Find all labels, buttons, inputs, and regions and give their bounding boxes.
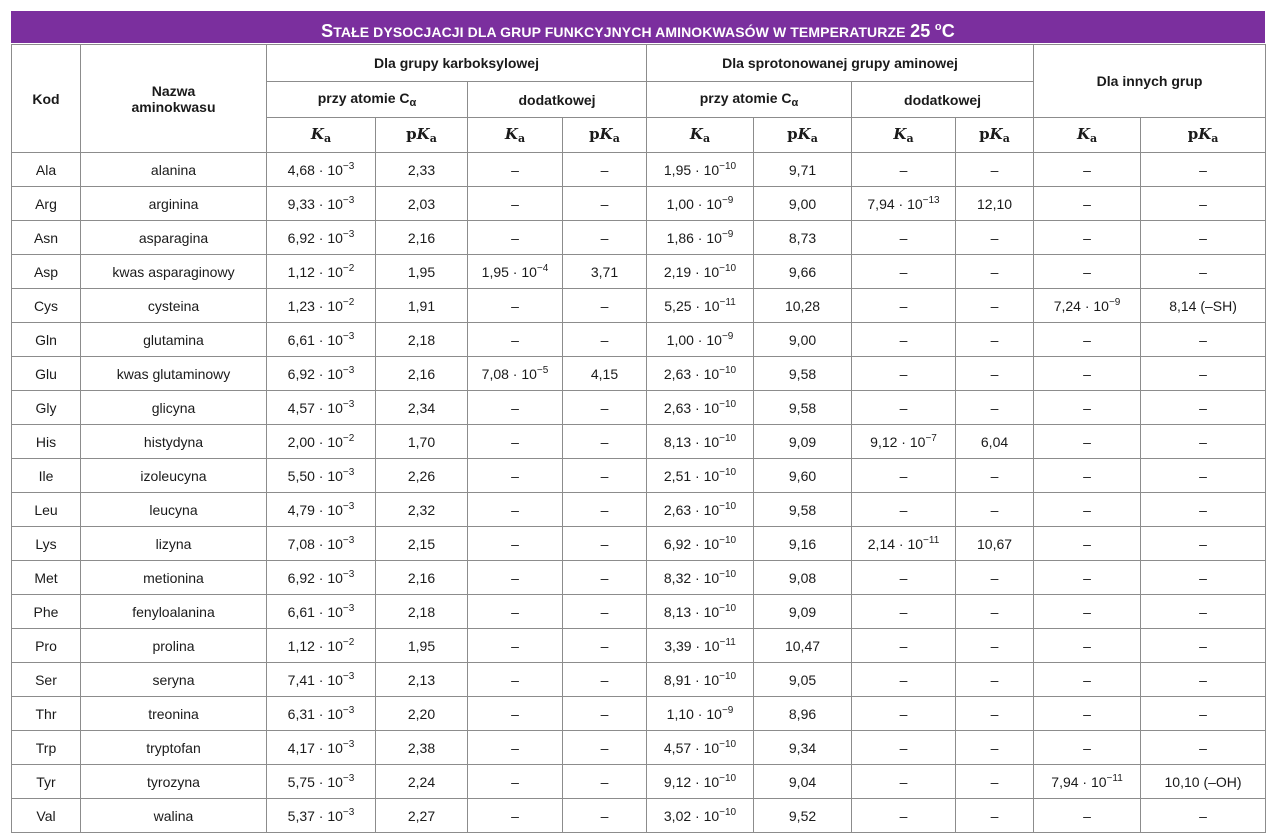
cell-carboxyl-additional-pka: – (563, 153, 647, 187)
cell-carboxyl-pka: 2,24 (376, 765, 468, 799)
cell-other-pka: – (1141, 493, 1266, 527)
cell-name: alanina (81, 153, 267, 187)
cell-carboxyl-pka: 1,95 (376, 629, 468, 663)
cell-carboxyl-additional-ka: – (468, 425, 563, 459)
cell-amino-pka: 9,52 (754, 799, 852, 833)
header-carboxyl-group: Dla grupy karboksylowej (267, 45, 647, 82)
cell-carboxyl-ka: $6,61 \cdot 10^{-3}$ (267, 323, 376, 357)
cell-amino-additional-ka: – (852, 153, 956, 187)
cell-amino-additional-pka: – (956, 629, 1034, 663)
cell-other-pka: – (1141, 459, 1266, 493)
cell-other-ka: – (1034, 527, 1141, 561)
cell-amino-additional-ka: – (852, 357, 956, 391)
cell-other-pka: 10,10 (–OH) (1141, 765, 1266, 799)
cell-name: tyrozyna (81, 765, 267, 799)
cell-amino-pka: 9,58 (754, 493, 852, 527)
cell-other-ka: – (1034, 425, 1141, 459)
cell-other-pka: – (1141, 527, 1266, 561)
cell-amino-pka: 9,09 (754, 425, 852, 459)
header-pka: $pK_a$ (376, 118, 468, 153)
cell-amino-ka: $2,63 \cdot 10^{-10}$ (647, 357, 754, 391)
cell-carboxyl-ka: $1,23 \cdot 10^{-2}$ (267, 289, 376, 323)
cell-amino-additional-ka: – (852, 561, 956, 595)
cell-carboxyl-additional-pka: – (563, 187, 647, 221)
cell-code: Lys (12, 527, 81, 561)
header-ka: $K_a$ (1034, 118, 1141, 153)
cell-name: metionina (81, 561, 267, 595)
cell-name: asparagina (81, 221, 267, 255)
cell-amino-ka: $1,95 \cdot 10^{-10}$ (647, 153, 754, 187)
cell-carboxyl-pka: 2,27 (376, 799, 468, 833)
table-row (12, 697, 1266, 731)
cell-code: His (12, 425, 81, 459)
table-row (12, 153, 1266, 187)
header-pka: $pK_a$ (1141, 118, 1266, 153)
header-other-groups: Dla innych grup (1034, 45, 1266, 118)
cell-carboxyl-pka: 1,70 (376, 425, 468, 459)
cell-carboxyl-additional-pka: – (563, 697, 647, 731)
cell-carboxyl-pka: 2,16 (376, 561, 468, 595)
cell-carboxyl-ka: $4,57 \cdot 10^{-3}$ (267, 391, 376, 425)
title-unit: C (941, 21, 955, 41)
header-pka: $pK_a$ (956, 118, 1034, 153)
table-row (12, 493, 1266, 527)
cell-amino-additional-pka: – (956, 391, 1034, 425)
header-ka: $K_a$ (647, 118, 754, 153)
cell-amino-pka: 9,00 (754, 323, 852, 357)
cell-carboxyl-additional-pka: 3,71 (563, 255, 647, 289)
cell-carboxyl-additional-pka: – (563, 595, 647, 629)
cell-other-ka: $7,24 \cdot 10^{-9}$ (1034, 289, 1141, 323)
cell-amino-ka: $2,63 \cdot 10^{-10}$ (647, 391, 754, 425)
cell-carboxyl-pka: 2,03 (376, 187, 468, 221)
cell-amino-pka: 9,04 (754, 765, 852, 799)
cell-code: Thr (12, 697, 81, 731)
cell-carboxyl-pka: 2,33 (376, 153, 468, 187)
cell-carboxyl-ka: $4,68 \cdot 10^{-3}$ (267, 153, 376, 187)
cell-carboxyl-additional-ka: – (468, 731, 563, 765)
cell-carboxyl-additional-ka: – (468, 595, 563, 629)
cell-name: seryna (81, 663, 267, 697)
cell-amino-pka: 9,05 (754, 663, 852, 697)
cell-carboxyl-additional-ka: – (468, 323, 563, 357)
cell-carboxyl-additional-pka: – (563, 391, 647, 425)
table-row (12, 561, 1266, 595)
table-row (12, 221, 1266, 255)
cell-amino-ka: $3,02 \cdot 10^{-10}$ (647, 799, 754, 833)
cell-amino-additional-ka: – (852, 799, 956, 833)
cell-other-ka: – (1034, 153, 1141, 187)
cell-carboxyl-ka: $6,31 \cdot 10^{-3}$ (267, 697, 376, 731)
cell-code: Ser (12, 663, 81, 697)
cell-other-ka: – (1034, 595, 1141, 629)
cell-other-pka: – (1141, 595, 1266, 629)
cell-other-pka: – (1141, 391, 1266, 425)
cell-amino-additional-pka: – (956, 289, 1034, 323)
cell-amino-ka: $3,39 \cdot 10^{-11}$ (647, 629, 754, 663)
cell-amino-pka: 8,73 (754, 221, 852, 255)
cell-other-ka: – (1034, 187, 1141, 221)
cell-carboxyl-additional-ka: – (468, 391, 563, 425)
table-row (12, 731, 1266, 765)
cell-other-pka: 8,14 (–SH) (1141, 289, 1266, 323)
cell-other-pka: – (1141, 697, 1266, 731)
header-ka: $K_a$ (267, 118, 376, 153)
cell-carboxyl-additional-pka: – (563, 459, 647, 493)
cell-amino-additional-ka: $9,12 \cdot 10^{-7}$ (852, 425, 956, 459)
cell-other-ka: – (1034, 731, 1141, 765)
cell-name: histydyna (81, 425, 267, 459)
cell-amino-ka: $6,92 \cdot 10^{-10}$ (647, 527, 754, 561)
cell-amino-pka: 9,58 (754, 391, 852, 425)
cell-amino-pka: 9,60 (754, 459, 852, 493)
cell-amino-additional-ka: – (852, 323, 956, 357)
cell-carboxyl-pka: 1,95 (376, 255, 468, 289)
cell-amino-ka: $2,63 \cdot 10^{-10}$ (647, 493, 754, 527)
title-first-letter: S (321, 21, 334, 41)
title-temperature: 25 (910, 21, 931, 41)
cell-amino-additional-pka: – (956, 799, 1034, 833)
header-amino-at-carbon: przy atomie $C_\alpha$ (647, 82, 852, 118)
cell-other-pka: – (1141, 731, 1266, 765)
header-amino-group: Dla sprotonowanej grupy aminowej (647, 45, 1034, 82)
cell-carboxyl-additional-pka: – (563, 765, 647, 799)
cell-amino-additional-pka: – (956, 697, 1034, 731)
cell-name: leucyna (81, 493, 267, 527)
cell-other-ka: – (1034, 493, 1141, 527)
cell-other-ka: – (1034, 561, 1141, 595)
cell-amino-pka: 9,08 (754, 561, 852, 595)
cell-amino-additional-ka: – (852, 493, 956, 527)
table-row (12, 527, 1266, 561)
cell-amino-additional-ka: – (852, 595, 956, 629)
cell-name: glicyna (81, 391, 267, 425)
cell-code: Met (12, 561, 81, 595)
cell-code: Trp (12, 731, 81, 765)
cell-name: arginina (81, 187, 267, 221)
cell-amino-ka: $1,10 \cdot 10^{-9}$ (647, 697, 754, 731)
cell-code: Phe (12, 595, 81, 629)
cell-amino-pka: 9,34 (754, 731, 852, 765)
table-row (12, 391, 1266, 425)
cell-amino-ka: $8,91 \cdot 10^{-10}$ (647, 663, 754, 697)
cell-other-ka: – (1034, 323, 1141, 357)
cell-code: Asn (12, 221, 81, 255)
table-row (12, 629, 1266, 663)
title-text: TAŁE DYSOCJACJI DLA GRUP FUNKCYJNYCH AMINOKWASÓW W TEMPERATURZE (333, 24, 906, 40)
cell-carboxyl-additional-ka: – (468, 459, 563, 493)
table-row (12, 595, 1266, 629)
cell-carboxyl-additional-pka: – (563, 221, 647, 255)
cell-amino-additional-pka: – (956, 459, 1034, 493)
cell-amino-additional-ka: $2,14 \cdot 10^{-11}$ (852, 527, 956, 561)
cell-code: Ala (12, 153, 81, 187)
header-amino-additional: dodatkowej (852, 82, 1034, 118)
cell-amino-additional-pka: – (956, 561, 1034, 595)
cell-carboxyl-ka: $4,79 \cdot 10^{-3}$ (267, 493, 376, 527)
cell-amino-additional-pka: – (956, 493, 1034, 527)
cell-carboxyl-ka: $6,61 \cdot 10^{-3}$ (267, 595, 376, 629)
cell-amino-additional-ka: – (852, 459, 956, 493)
cell-amino-additional-pka: 12,10 (956, 187, 1034, 221)
table-row (12, 255, 1266, 289)
cell-other-pka: – (1141, 153, 1266, 187)
cell-other-ka: – (1034, 629, 1141, 663)
cell-carboxyl-additional-pka: – (563, 493, 647, 527)
header-nazwa: Nazwa aminokwasu (81, 45, 267, 153)
header-carboxyl-at-carbon: przy atomie $C_\alpha$ (267, 82, 468, 118)
cell-carboxyl-ka: $6,92 \cdot 10^{-3}$ (267, 561, 376, 595)
table-title (11, 11, 1265, 43)
cell-amino-ka: $1,86 \cdot 10^{-9}$ (647, 221, 754, 255)
cell-other-ka: – (1034, 221, 1141, 255)
cell-amino-additional-pka: – (956, 765, 1034, 799)
cell-carboxyl-ka: $5,37 \cdot 10^{-3}$ (267, 799, 376, 833)
cell-carboxyl-additional-pka: 4,15 (563, 357, 647, 391)
table-row (12, 187, 1266, 221)
cell-carboxyl-ka: $4,17 \cdot 10^{-3}$ (267, 731, 376, 765)
cell-other-pka: – (1141, 629, 1266, 663)
cell-carboxyl-additional-ka: – (468, 527, 563, 561)
cell-carboxyl-additional-pka: – (563, 629, 647, 663)
cell-amino-additional-pka: – (956, 595, 1034, 629)
cell-other-pka: – (1141, 221, 1266, 255)
cell-carboxyl-pka: 2,32 (376, 493, 468, 527)
cell-amino-ka: $9,12 \cdot 10^{-10}$ (647, 765, 754, 799)
cell-other-pka: – (1141, 561, 1266, 595)
header-ka: $K_a$ (468, 118, 563, 153)
cell-amino-additional-pka: – (956, 221, 1034, 255)
cell-amino-additional-ka: – (852, 391, 956, 425)
cell-amino-pka: 10,47 (754, 629, 852, 663)
header-carboxyl-additional: dodatkowej (468, 82, 647, 118)
cell-carboxyl-pka: 2,16 (376, 221, 468, 255)
header-pka: $pK_a$ (754, 118, 852, 153)
header-ka: $K_a$ (852, 118, 956, 153)
cell-carboxyl-ka: $1,12 \cdot 10^{-2}$ (267, 255, 376, 289)
cell-name: izoleucyna (81, 459, 267, 493)
cell-other-pka: – (1141, 425, 1266, 459)
cell-carboxyl-pka: 2,16 (376, 357, 468, 391)
cell-carboxyl-additional-ka: – (468, 663, 563, 697)
cell-amino-additional-ka: $7,94 \cdot 10^{-13}$ (852, 187, 956, 221)
cell-name: prolina (81, 629, 267, 663)
cell-carboxyl-additional-ka: – (468, 187, 563, 221)
table-row (12, 289, 1266, 323)
cell-name: kwas glutaminowy (81, 357, 267, 391)
cell-other-pka: – (1141, 357, 1266, 391)
cell-amino-additional-ka: – (852, 221, 956, 255)
cell-amino-additional-pka: 10,67 (956, 527, 1034, 561)
cell-amino-ka: $1,00 \cdot 10^{-9}$ (647, 187, 754, 221)
cell-amino-additional-ka: – (852, 629, 956, 663)
cell-carboxyl-pka: 2,18 (376, 595, 468, 629)
cell-carboxyl-additional-pka: – (563, 425, 647, 459)
table-row (12, 799, 1266, 833)
cell-amino-additional-ka: – (852, 663, 956, 697)
cell-name: lizyna (81, 527, 267, 561)
cell-amino-ka: $2,51 \cdot 10^{-10}$ (647, 459, 754, 493)
cell-amino-additional-ka: – (852, 697, 956, 731)
cell-code: Tyr (12, 765, 81, 799)
cell-other-ka: – (1034, 255, 1141, 289)
cell-carboxyl-additional-ka: – (468, 221, 563, 255)
cell-name: glutamina (81, 323, 267, 357)
cell-name: fenyloalanina (81, 595, 267, 629)
cell-carboxyl-additional-ka: – (468, 697, 563, 731)
cell-carboxyl-pka: 2,15 (376, 527, 468, 561)
cell-code: Gln (12, 323, 81, 357)
cell-carboxyl-pka: 2,18 (376, 323, 468, 357)
cell-code: Cys (12, 289, 81, 323)
cell-name: kwas asparaginowy (81, 255, 267, 289)
cell-carboxyl-ka: $1,12 \cdot 10^{-2}$ (267, 629, 376, 663)
cell-carboxyl-pka: 2,13 (376, 663, 468, 697)
cell-name: cysteina (81, 289, 267, 323)
cell-other-ka: – (1034, 663, 1141, 697)
cell-amino-additional-ka: – (852, 765, 956, 799)
cell-carboxyl-ka: $2,00 \cdot 10^{-2}$ (267, 425, 376, 459)
cell-code: Asp (12, 255, 81, 289)
cell-amino-ka: $5,25 \cdot 10^{-11}$ (647, 289, 754, 323)
cell-carboxyl-additional-ka: – (468, 289, 563, 323)
table-row (12, 323, 1266, 357)
cell-amino-pka: 9,66 (754, 255, 852, 289)
table-row (12, 459, 1266, 493)
cell-amino-pka: 9,58 (754, 357, 852, 391)
cell-amino-ka: $8,32 \cdot 10^{-10}$ (647, 561, 754, 595)
table-row (12, 357, 1266, 391)
cell-code: Arg (12, 187, 81, 221)
cell-other-ka: $7,94 \cdot 10^{-11}$ (1034, 765, 1141, 799)
cell-other-pka: – (1141, 663, 1266, 697)
table-row (12, 765, 1266, 799)
cell-code: Glu (12, 357, 81, 391)
cell-carboxyl-additional-ka: – (468, 799, 563, 833)
cell-carboxyl-ka: $7,08 \cdot 10^{-3}$ (267, 527, 376, 561)
cell-amino-ka: $4,57 \cdot 10^{-10}$ (647, 731, 754, 765)
cell-carboxyl-ka: $5,50 \cdot 10^{-3}$ (267, 459, 376, 493)
table-body (12, 153, 1266, 833)
cell-carboxyl-additional-ka: – (468, 765, 563, 799)
cell-other-pka: – (1141, 255, 1266, 289)
cell-name: walina (81, 799, 267, 833)
cell-carboxyl-pka: 2,38 (376, 731, 468, 765)
cell-carboxyl-pka: 2,34 (376, 391, 468, 425)
header-pka: $pK_a$ (563, 118, 647, 153)
cell-carboxyl-ka: $6,92 \cdot 10^{-3}$ (267, 221, 376, 255)
cell-code: Leu (12, 493, 81, 527)
cell-code: Pro (12, 629, 81, 663)
cell-amino-ka: $8,13 \cdot 10^{-10}$ (647, 595, 754, 629)
header-kod: Kod (12, 45, 81, 153)
cell-code: Gly (12, 391, 81, 425)
cell-carboxyl-additional-pka: – (563, 289, 647, 323)
cell-carboxyl-ka: $9,33 \cdot 10^{-3}$ (267, 187, 376, 221)
cell-amino-additional-pka: – (956, 153, 1034, 187)
cell-carboxyl-ka: $7,41 \cdot 10^{-3}$ (267, 663, 376, 697)
cell-carboxyl-additional-ka: – (468, 153, 563, 187)
cell-carboxyl-ka: $6,92 \cdot 10^{-3}$ (267, 357, 376, 391)
cell-amino-additional-pka: – (956, 663, 1034, 697)
cell-amino-additional-ka: – (852, 731, 956, 765)
cell-other-ka: – (1034, 357, 1141, 391)
cell-name: treonina (81, 697, 267, 731)
cell-other-ka: – (1034, 459, 1141, 493)
cell-amino-pka: 8,96 (754, 697, 852, 731)
cell-amino-additional-pka: – (956, 731, 1034, 765)
cell-other-pka: – (1141, 799, 1266, 833)
cell-amino-ka: $8,13 \cdot 10^{-10}$ (647, 425, 754, 459)
cell-name: tryptofan (81, 731, 267, 765)
cell-carboxyl-additional-pka: – (563, 663, 647, 697)
cell-carboxyl-additional-ka: $7,08 \cdot 10^{-5}$ (468, 357, 563, 391)
cell-amino-ka: $1,00 \cdot 10^{-9}$ (647, 323, 754, 357)
cell-amino-additional-ka: – (852, 289, 956, 323)
cell-carboxyl-additional-pka: – (563, 323, 647, 357)
table-row (12, 425, 1266, 459)
cell-other-ka: – (1034, 697, 1141, 731)
cell-carboxyl-pka: 2,26 (376, 459, 468, 493)
cell-carboxyl-additional-pka: – (563, 799, 647, 833)
dissociation-constants-table (11, 44, 1266, 833)
cell-amino-pka: 9,00 (754, 187, 852, 221)
cell-carboxyl-additional-ka: $1,95 \cdot 10^{-4}$ (468, 255, 563, 289)
cell-amino-pka: 9,16 (754, 527, 852, 561)
cell-code: Ile (12, 459, 81, 493)
cell-amino-additional-pka: 6,04 (956, 425, 1034, 459)
cell-other-ka: – (1034, 391, 1141, 425)
cell-carboxyl-additional-ka: – (468, 629, 563, 663)
cell-code: Val (12, 799, 81, 833)
cell-amino-pka: 9,71 (754, 153, 852, 187)
cell-other-pka: – (1141, 323, 1266, 357)
cell-other-pka: – (1141, 187, 1266, 221)
cell-amino-pka: 10,28 (754, 289, 852, 323)
table-row (12, 663, 1266, 697)
cell-carboxyl-additional-pka: – (563, 527, 647, 561)
cell-amino-additional-pka: – (956, 357, 1034, 391)
cell-amino-ka: $2,19 \cdot 10^{-10}$ (647, 255, 754, 289)
title-degree: o (934, 21, 942, 33)
cell-amino-additional-pka: – (956, 255, 1034, 289)
cell-carboxyl-additional-pka: – (563, 561, 647, 595)
cell-carboxyl-pka: 1,91 (376, 289, 468, 323)
cell-amino-additional-ka: – (852, 255, 956, 289)
cell-carboxyl-additional-ka: – (468, 493, 563, 527)
cell-amino-additional-pka: – (956, 323, 1034, 357)
cell-carboxyl-additional-pka: – (563, 731, 647, 765)
cell-carboxyl-additional-ka: – (468, 561, 563, 595)
cell-other-ka: – (1034, 799, 1141, 833)
cell-carboxyl-ka: $5,75 \cdot 10^{-3}$ (267, 765, 376, 799)
cell-carboxyl-pka: 2,20 (376, 697, 468, 731)
cell-amino-pka: 9,09 (754, 595, 852, 629)
